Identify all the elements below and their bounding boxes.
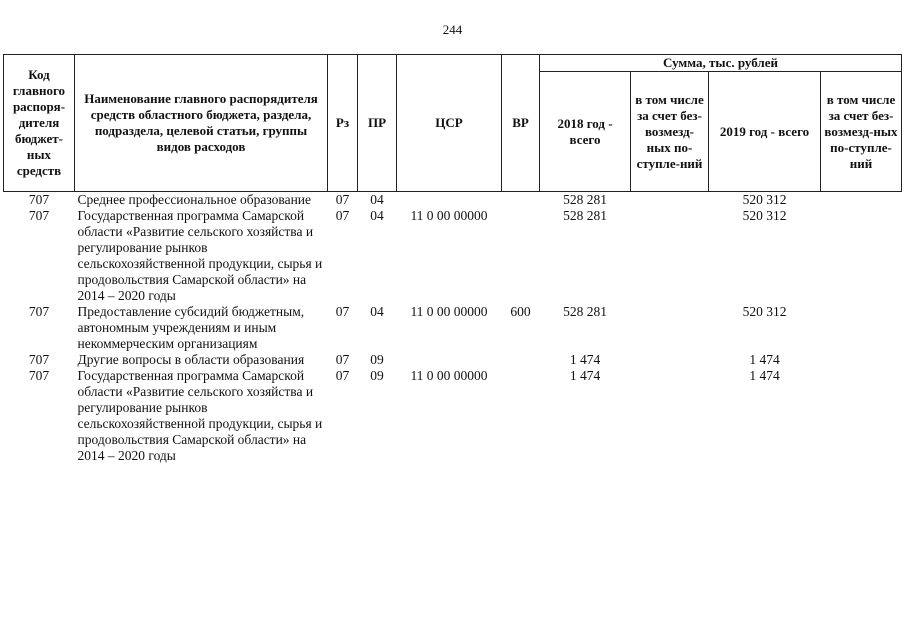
header-sum: Сумма, тыс. рублей (540, 55, 902, 72)
cell-rz: 07 (335, 208, 350, 223)
cell-name: Государственная программа Самарской области «Развитие сельского хозяйства и регулирование рынков сельскохозяйственной продукции, сырья и продовольствия Самарской области» на 2014 – 2020 годы (77, 368, 323, 463)
cell-pr: 04 (370, 304, 384, 319)
cell-2018-total: 1 474 (569, 368, 601, 383)
table-row (4, 192, 902, 209)
cell-2019-gratuitous (821, 192, 902, 209)
header-2018-total: 2018 год - всего (540, 72, 631, 192)
cell-2018-gratuitous (631, 304, 709, 352)
cell-code: 707 (28, 368, 50, 383)
cell-2018-gratuitous (631, 208, 709, 304)
table-header (4, 55, 902, 192)
cell-pr: 09 (370, 352, 384, 367)
cell-2019-gratuitous (821, 368, 902, 464)
table-row (4, 304, 902, 352)
cell-pr: 04 (370, 192, 384, 207)
cell-name: Государственная программа Самарской области «Развитие сельского хозяйства и регулирование рынков сельскохозяйственной продукции, сырья и продовольствия Самарской области» на 2014 – 2020 годы (77, 208, 323, 303)
cell-pr: 09 (370, 368, 384, 383)
cell-csr (397, 192, 502, 209)
cell-2018-gratuitous (631, 192, 709, 209)
cell-vr (502, 352, 540, 368)
cell-vr (502, 208, 540, 304)
cell-2019-total: 1 474 (749, 368, 780, 383)
budget-table (3, 54, 902, 464)
cell-csr: 11 0 00 00000 (410, 208, 488, 223)
cell-rz: 07 (335, 304, 350, 319)
cell-name: Другие вопросы в области образования (77, 352, 305, 367)
cell-2019-total: 520 312 (742, 192, 787, 207)
header-csr: ЦСР (397, 55, 502, 192)
cell-code: 707 (28, 208, 50, 223)
cell-pr: 04 (370, 208, 384, 223)
cell-name: Предоставление субсидий бюджетным, автономным учреждениям и иным некоммерческим организациям (77, 304, 305, 351)
cell-vr (502, 192, 540, 209)
header-vr: ВР (502, 55, 540, 192)
cell-csr (397, 352, 502, 368)
table-row (4, 208, 902, 304)
header-2019-total: 2019 год - всего (709, 72, 821, 192)
page-number: 244 (442, 22, 463, 37)
cell-code: 707 (28, 352, 50, 367)
cell-2019-total: 520 312 (742, 208, 787, 223)
cell-2018-total: 528 281 (563, 208, 607, 223)
cell-rz: 07 (335, 352, 350, 367)
cell-csr: 11 0 00 00000 (410, 368, 488, 383)
cell-code: 707 (28, 304, 50, 319)
cell-2019-total: 1 474 (749, 352, 780, 367)
cell-2019-total: 520 312 (742, 304, 787, 319)
table-body (4, 192, 902, 465)
cell-rz: 07 (335, 192, 350, 207)
cell-name: Среднее профессиональное образование (77, 192, 312, 207)
cell-2018-gratuitous (631, 368, 709, 464)
cell-2018-total: 1 474 (569, 352, 601, 367)
cell-2018-gratuitous (631, 352, 709, 368)
header-2018-gratuitous: в том числе за счет без-возмезд-ных по-ступле-ний (631, 72, 709, 192)
cell-2018-total: 528 281 (563, 304, 607, 319)
cell-rz: 07 (335, 368, 350, 383)
cell-vr: 600 (510, 304, 531, 319)
cell-2019-gratuitous (821, 208, 902, 304)
cell-vr (502, 368, 540, 464)
header-pr: ПР (358, 55, 397, 192)
cell-2019-gratuitous (821, 352, 902, 368)
header-name: Наименование главного распорядителя средств областного бюджета, раздела, подраздела, целевой статьи, группы видов расходов (75, 55, 328, 192)
cell-2019-gratuitous (821, 304, 902, 352)
cell-csr: 11 0 00 00000 (410, 304, 488, 319)
table-row (4, 352, 902, 368)
cell-code: 707 (28, 192, 50, 207)
header-code: Код главного распоря-дителя бюджет-ных средств (4, 55, 75, 192)
table-row (4, 368, 902, 464)
header-2019-gratuitous: в том числе за счет без-возмезд-ных по-ступле-ний (821, 72, 902, 192)
cell-2018-total: 528 281 (563, 192, 607, 207)
header-rz: Рз (328, 55, 358, 192)
